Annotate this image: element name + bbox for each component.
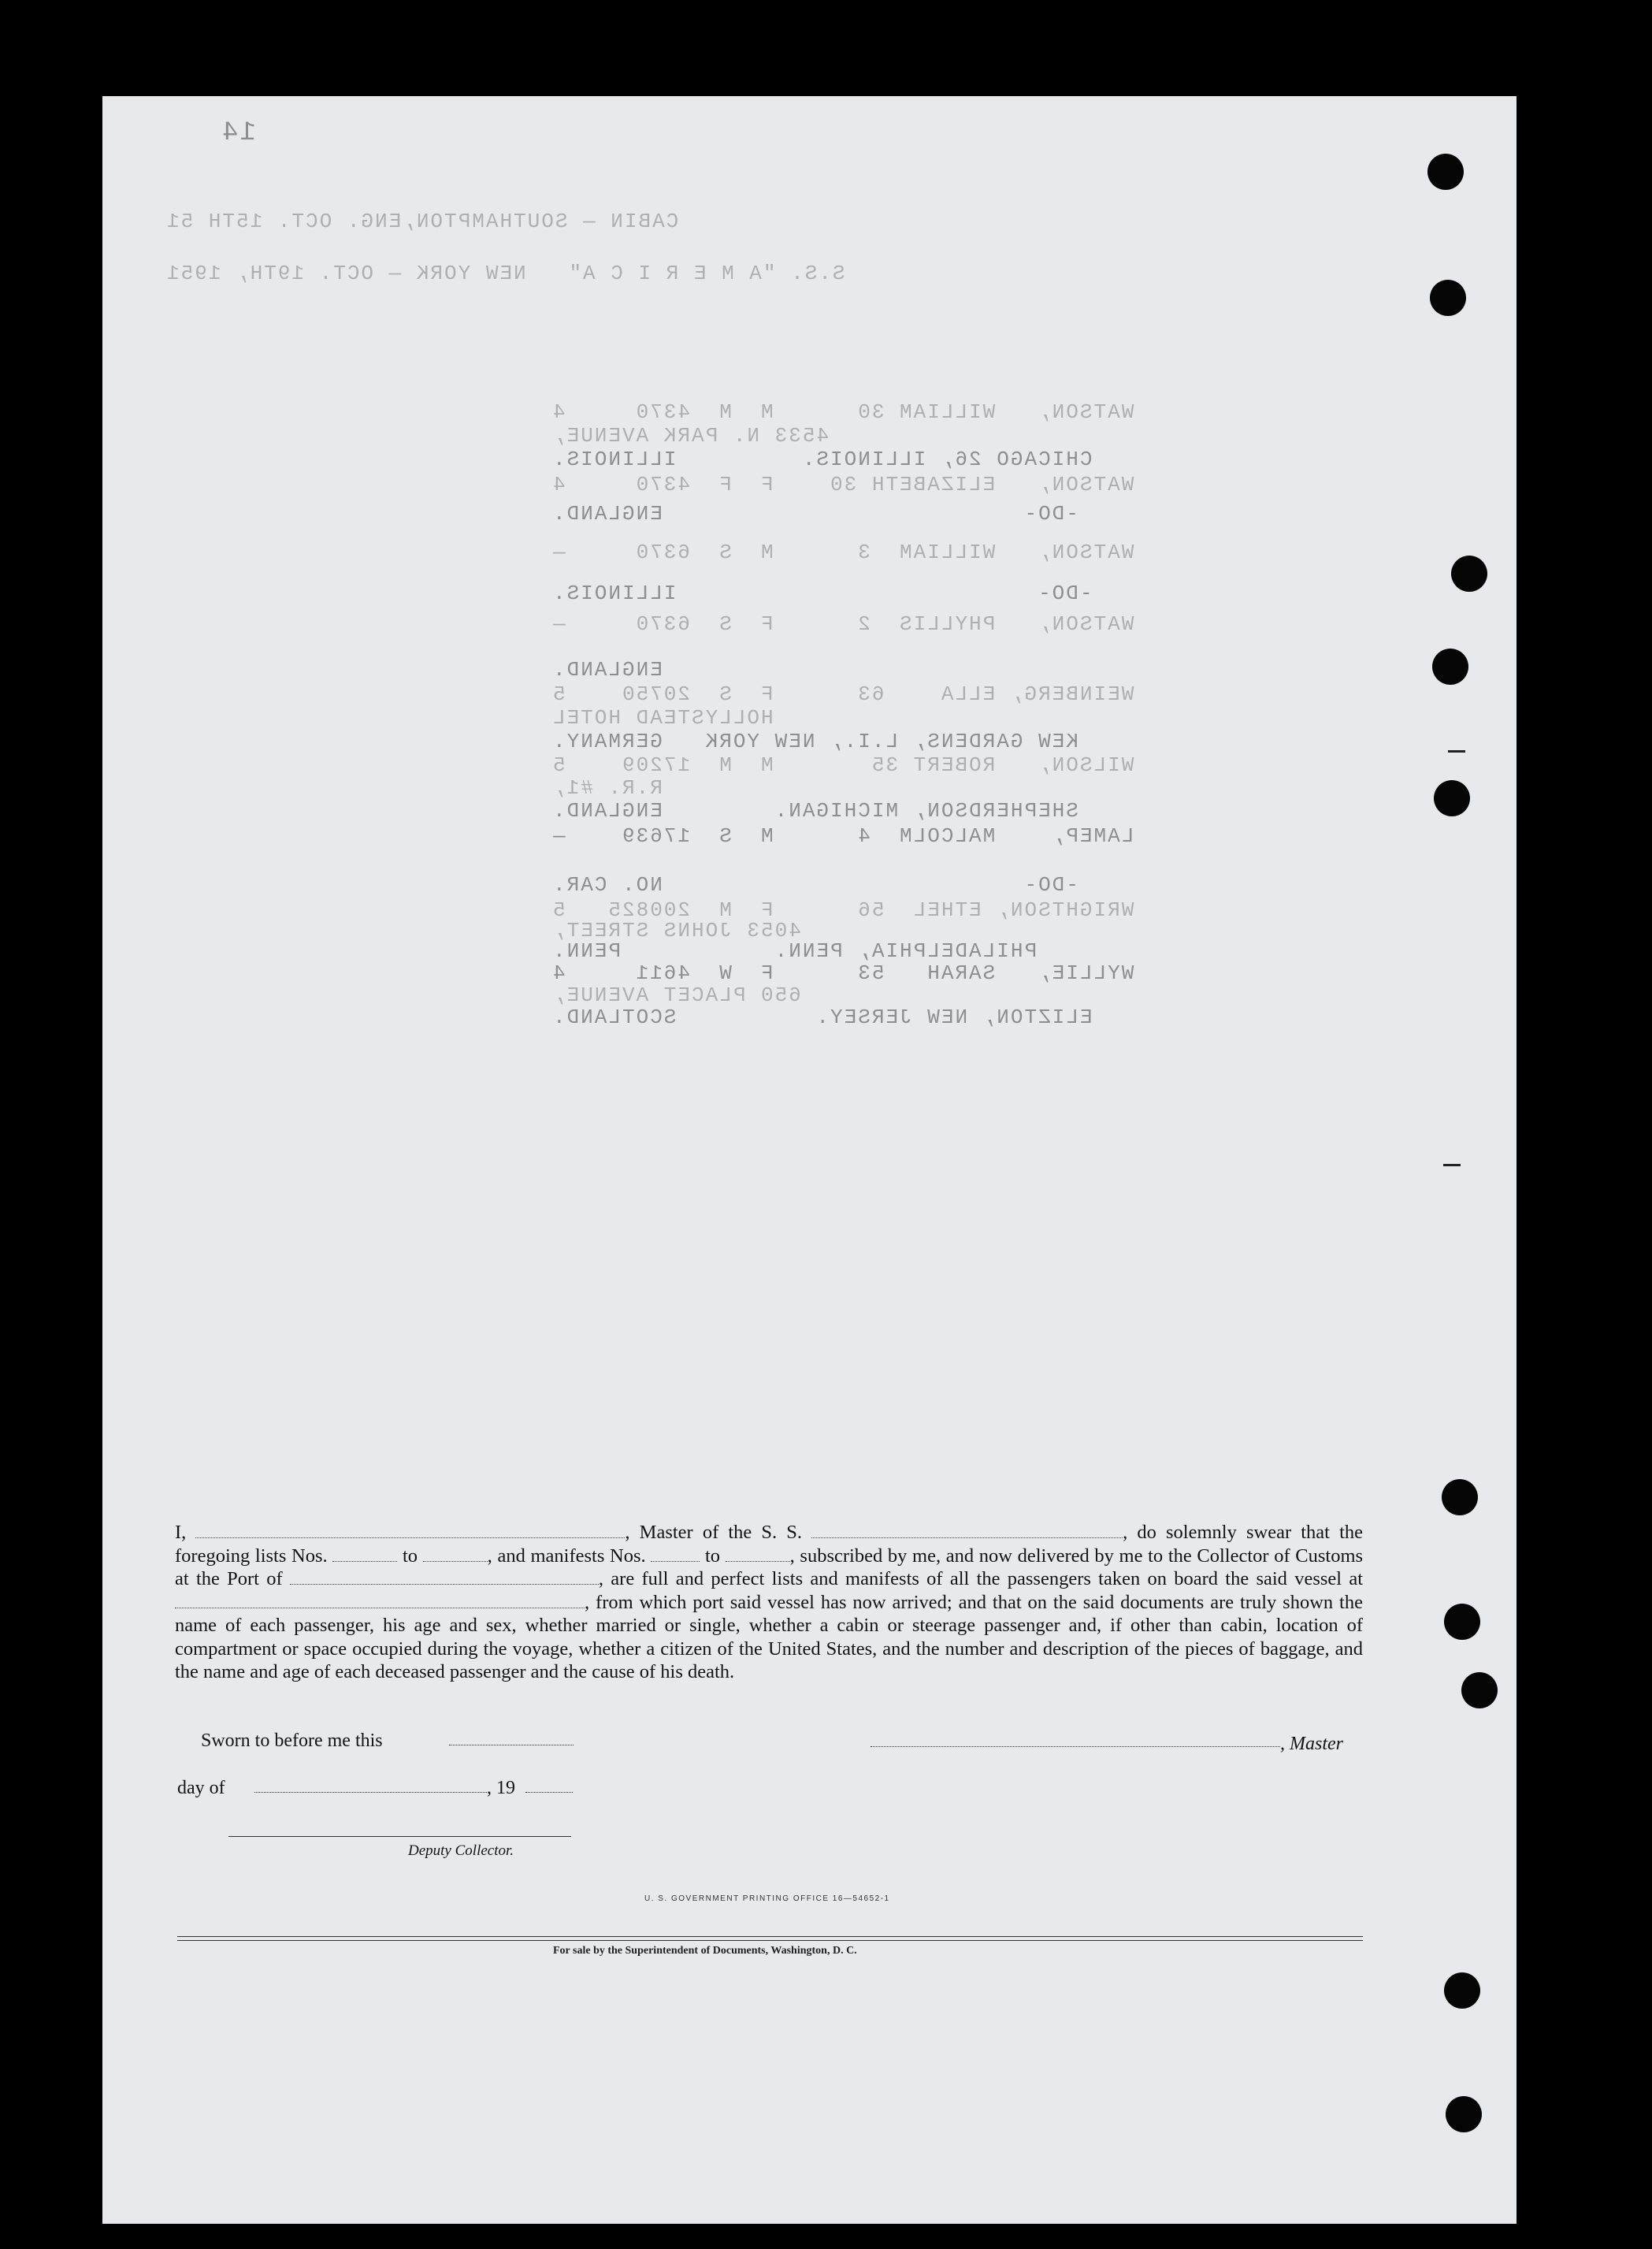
punch-hole <box>1430 280 1466 316</box>
punch-hole <box>1451 556 1487 592</box>
day-of-label: day of <box>177 1778 225 1798</box>
bleed-page-number: 14 <box>221 118 256 148</box>
master-label: , Master <box>1280 1734 1343 1754</box>
oath-text: manifests of all the passengers taken on board the said vessel at <box>845 1568 1364 1589</box>
lists-from-blank <box>332 1550 397 1562</box>
bleed-line: WATSON, WILLIAM 30 M M 4370 4 <box>551 400 1134 424</box>
bleed-line: CHICAGO 26, ILLINOIS. ILLINOIS. <box>551 448 1093 471</box>
edge-mark <box>1443 1164 1461 1166</box>
bleed-line: WATSON, ELIZABETH 30 F F 4370 4 <box>551 473 1134 496</box>
manifests-from-blank <box>651 1550 700 1562</box>
punch-hole <box>1444 1604 1480 1640</box>
bleed-line: WEINBERG, ELLA 63 F S 20750 5 <box>551 682 1134 706</box>
bleed-line: SHEPHERDSON, MICHIGAN. ENGLAND. <box>551 799 1078 823</box>
month-blank <box>254 1792 487 1793</box>
departure-port-blank <box>175 1597 585 1608</box>
port-blank <box>290 1573 599 1585</box>
printing-office-imprint: U. S. GOVERNMENT PRINTING OFFICE 16—54652-1 <box>644 1894 890 1903</box>
punch-hole <box>1446 2096 1482 2132</box>
oath-paragraph <box>175 1521 1363 1684</box>
manifests-to-blank <box>726 1550 790 1562</box>
sworn-before-label: Sworn to before me this <box>201 1730 383 1751</box>
lists-to-blank <box>423 1550 488 1562</box>
oath-text: swear that the foregoing lists Nos. <box>175 1522 1364 1567</box>
bleed-header-line1: CABIN — SOUTHAMPTON,ENG. OCT. 15TH 51 <box>165 210 679 233</box>
master-signature-blank <box>871 1746 1280 1747</box>
oath-text: delivered by me to the Collector of Customs at the Port of <box>175 1545 1364 1589</box>
punch-hole <box>1461 1672 1498 1708</box>
ship-name-blank <box>811 1526 1123 1538</box>
punch-hole <box>1432 649 1468 685</box>
oath-text: , from which <box>585 1591 687 1613</box>
bleed-line: 650 PLACET AVENUE, <box>551 983 801 1007</box>
oath-text: , are full and perfect lists and <box>598 1568 838 1589</box>
footer-rule <box>177 1940 1363 1941</box>
oath-text: , Master of the S. S. <box>625 1522 803 1543</box>
bleed-line: KEW GARDENS, L.I., NEW YORK GERMANY. <box>551 730 1078 753</box>
bleed-line: WRIGHTSON, ETHEL 56 F M 200825 5 <box>551 898 1134 922</box>
bleed-line: LAMEP, MALCOLM 4 M S 17639 — <box>551 824 1134 848</box>
oath-text: , subscribed by me, and now <box>789 1545 1012 1567</box>
bleed-line: R.R. #1, <box>551 776 663 800</box>
bleed-header-line2: S.S. "A M E R I C A" NEW YORK — OCT. 19TH, 1951 <box>165 262 845 285</box>
edge-mark <box>1448 750 1465 753</box>
oath-text: , and manifests Nos. <box>487 1545 646 1567</box>
year-label: , 19 <box>487 1778 515 1798</box>
punch-hole <box>1427 154 1464 190</box>
bleed-line: PHILADELPHIA, PENN. PENN. <box>551 939 1038 963</box>
sale-notice: For sale by the Superintendent of Documents, Washington, D. C. <box>553 1945 857 1957</box>
master-name-blank <box>195 1526 625 1538</box>
footer-rule <box>177 1936 1363 1937</box>
oath-text: to <box>704 1545 720 1567</box>
bleed-line: 4533 N. PARK AVENUE, <box>551 424 830 448</box>
punch-hole <box>1434 780 1470 816</box>
bleed-line: -DO- ILLINOIS. <box>551 582 1093 605</box>
bleed-line: -DO- NO. CAR. <box>551 873 1078 897</box>
oath-text: to <box>402 1545 418 1567</box>
year-blank <box>525 1792 573 1793</box>
bleed-line: HOLLYSTEAD HOTEL <box>551 706 774 730</box>
punch-hole <box>1442 1479 1478 1515</box>
bleed-line: ELIZTON, NEW JERSEY. SCOTLAND. <box>551 1006 1093 1029</box>
bleed-line: WATSON, PHYLLIS 2 F S 6370 — <box>551 612 1134 636</box>
bleed-line: WYLLIE, SARAH 53 F W 4611 4 <box>551 961 1134 985</box>
bleed-line: WATSON, WILLIAM 3 M S 6370 — <box>551 541 1134 564</box>
deputy-collector-label: Deputy Collector. <box>408 1842 514 1859</box>
deputy-signature-line <box>228 1836 571 1837</box>
bleed-line: WILSON, ROBERT 35 M M 17209 5 <box>551 753 1134 777</box>
oath-text: port said vessel has now arrived; and that on the said documents are truly shown the name of each passenger, his age and sex, whether married or single, whether a cabin or steerage passenger and, if other than cabin, location of compartment or space occupied during the voyage, whether a citizen of the United States, and the number and description of the pieces of baggage, and the name and age of each deceased passenger and the cause of his death. <box>175 1591 1363 1682</box>
oath-text: I, <box>175 1522 187 1543</box>
bleed-line: -DO- ENGLAND. <box>551 502 1078 526</box>
oath-text: , do solemnly <box>1123 1522 1237 1543</box>
bleed-line: ENGLAND. <box>551 658 1078 682</box>
bleed-line: 4053 JOHNS STREET, <box>551 919 801 942</box>
punch-hole <box>1444 1972 1480 2009</box>
